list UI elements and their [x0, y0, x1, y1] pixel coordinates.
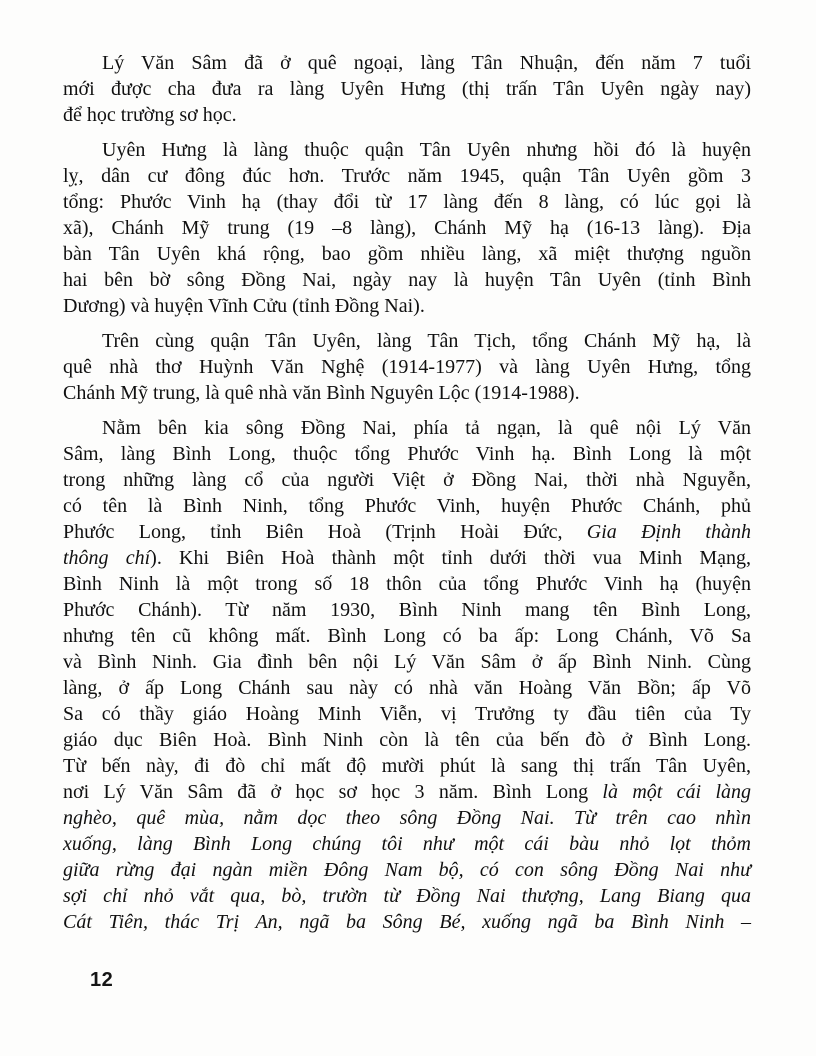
text-line — [63, 649, 751, 675]
text-segment: có tên là Bình Ninh, tổng Phước Vinh, huyện Phước Chánh, phủ — [63, 495, 751, 517]
text-segment: Nằm bên kia sông Đồng Nai, phía tả ngạn, là quê nội Lý Văn — [102, 417, 751, 439]
text-line — [63, 102, 751, 128]
text-segment: hai bên bờ sông Đồng Nai, ngày nay là huyện Tân Uyên (tỉnh Bình — [63, 269, 751, 291]
italic-text-segment: Gia Định thành — [586, 521, 751, 543]
text-line — [63, 857, 751, 883]
text-segment: giáo dục Biên Hoà. Bình Ninh còn là tên của bến đò ở Bình Long. — [63, 729, 751, 751]
text-segment: Sa có thầy giáo Hoàng Minh Viễn, vị Trưởng ty đầu tiên của Ty — [63, 703, 751, 725]
italic-text-segment: giữa rừng đại ngàn miền Đông Nam bộ, có con sông Đồng Nai như — [63, 859, 751, 881]
text-segment: nơi Lý Văn Sâm đã ở học sơ học 3 năm. Bình Long — [63, 781, 603, 803]
text-line — [63, 493, 751, 519]
text-segment: và Bình Ninh. Gia đình bên nội Lý Văn Sâm ở ấp Bình Ninh. Cùng — [63, 651, 751, 673]
text-line — [63, 328, 751, 354]
italic-text-segment: xuống, làng Bình Long chúng tôi như một cái bàu nhỏ lọt thỏm — [63, 833, 751, 855]
text-segment: bàn Tân Uyên khá rộng, bao gồm nhiều làng, xã miệt thượng nguồn — [63, 243, 751, 265]
text-line — [63, 189, 751, 215]
italic-text-segment: nghèo, quê mùa, nằm dọc theo sông Đồng Nai. Từ trên cao nhìn — [63, 807, 751, 829]
text-line — [63, 293, 751, 319]
text-segment: Phước Long, tỉnh Biên Hoà (Trịnh Hoài Đức, — [63, 521, 587, 543]
text-line — [63, 137, 751, 163]
text-line — [63, 623, 751, 649]
text-segment: Từ bến này, đi đò chỉ mất độ mười phút là sang thị trấn Tân Uyên, — [63, 755, 751, 777]
text-segment: lỵ, dân cư đông đúc hơn. Trước năm 1945, quận Tân Uyên gồm 3 — [63, 165, 751, 187]
text-segment: Chánh Mỹ trung, là quê nhà văn Bình Nguyên Lộc (1914-1988). — [63, 382, 580, 404]
text-line — [63, 50, 751, 76]
text-segment: Phước Chánh). Từ năm 1930, Bình Ninh mang tên Bình Long, — [63, 599, 751, 621]
text-line — [63, 415, 751, 441]
text-line — [63, 831, 751, 857]
text-segment: mới được cha đưa ra làng Uyên Hưng (thị trấn Tân Uyên ngày nay) — [63, 78, 751, 100]
text-segment: trong những làng cổ của người Việt ở Đồng Nai, thời nhà Nguyễn, — [63, 469, 751, 491]
italic-text-segment: Cát Tiên, thác Trị An, ngã ba Sông Bé, xuống ngã ba Bình Ninh – — [63, 911, 751, 933]
text-segment: Lý Văn Sâm đã ở quê ngoại, làng Tân Nhuận, đến năm 7 tuổi — [102, 52, 751, 74]
text-segment: quê nhà thơ Huỳnh Văn Nghệ (1914-1977) và làng Uyên Hưng, tổng — [63, 356, 751, 378]
text-line — [63, 441, 751, 467]
text-segment: xã), Chánh Mỹ trung (19 –8 làng), Chánh Mỹ hạ (16-13 làng). Địa — [63, 217, 751, 239]
text-line — [63, 267, 751, 293]
text-line — [63, 215, 751, 241]
text-line — [63, 701, 751, 727]
text-segment: Trên cùng quận Tân Uyên, làng Tân Tịch, tổng Chánh Mỹ hạ, là — [102, 330, 751, 352]
text-line — [63, 779, 751, 805]
text-line — [63, 753, 751, 779]
page-number: 12 — [90, 969, 114, 991]
italic-text-segment: thông chí — [63, 547, 151, 569]
paragraph — [63, 415, 751, 935]
text-line — [63, 909, 751, 935]
text-line — [63, 380, 751, 406]
text-line — [63, 883, 751, 909]
text-line — [63, 571, 751, 597]
text-line — [63, 76, 751, 102]
italic-text-segment: sợi chỉ nhỏ vắt qua, bò, trườn từ Đồng Nai thượng, Lang Biang qua — [63, 885, 751, 907]
text-body — [63, 50, 751, 944]
text-line — [63, 597, 751, 623]
text-segment: nhưng tên cũ không mất. Bình Long có ba ấp: Long Chánh, Võ Sa — [63, 625, 751, 647]
text-segment: Dương) và huyện Vĩnh Cửu (tỉnh Đồng Nai). — [63, 295, 425, 317]
text-line — [63, 545, 751, 571]
paragraph — [63, 328, 751, 406]
text-line — [63, 727, 751, 753]
text-line — [63, 354, 751, 380]
text-line — [63, 675, 751, 701]
text-segment: làng, ở ấp Long Chánh sau này có nhà văn Hoàng Văn Bồn; ấp Võ — [63, 677, 751, 699]
italic-text-segment: là một cái làng — [602, 781, 751, 803]
paragraph — [63, 50, 751, 128]
text-segment: ). Khi Biên Hoà thành một tỉnh dưới thời vua Minh Mạng, — [150, 547, 752, 569]
paragraph — [63, 137, 751, 319]
text-line — [63, 805, 751, 831]
text-segment: tổng: Phước Vinh hạ (thay đổi từ 17 làng đến 8 làng, có lúc gọi là — [63, 191, 751, 213]
text-line — [63, 163, 751, 189]
text-segment: Uyên Hưng là làng thuộc quận Tân Uyên nhưng hồi đó là huyện — [102, 139, 751, 161]
text-segment: Bình Ninh là một trong số 18 thôn của tổng Phước Vinh hạ (huyện — [63, 573, 751, 595]
text-segment: Sâm, làng Bình Long, thuộc tổng Phước Vinh hạ. Bình Long là một — [63, 443, 751, 465]
text-line — [63, 241, 751, 267]
text-line — [63, 467, 751, 493]
text-segment: để học trường sơ học. — [63, 104, 237, 126]
text-line — [63, 519, 751, 545]
